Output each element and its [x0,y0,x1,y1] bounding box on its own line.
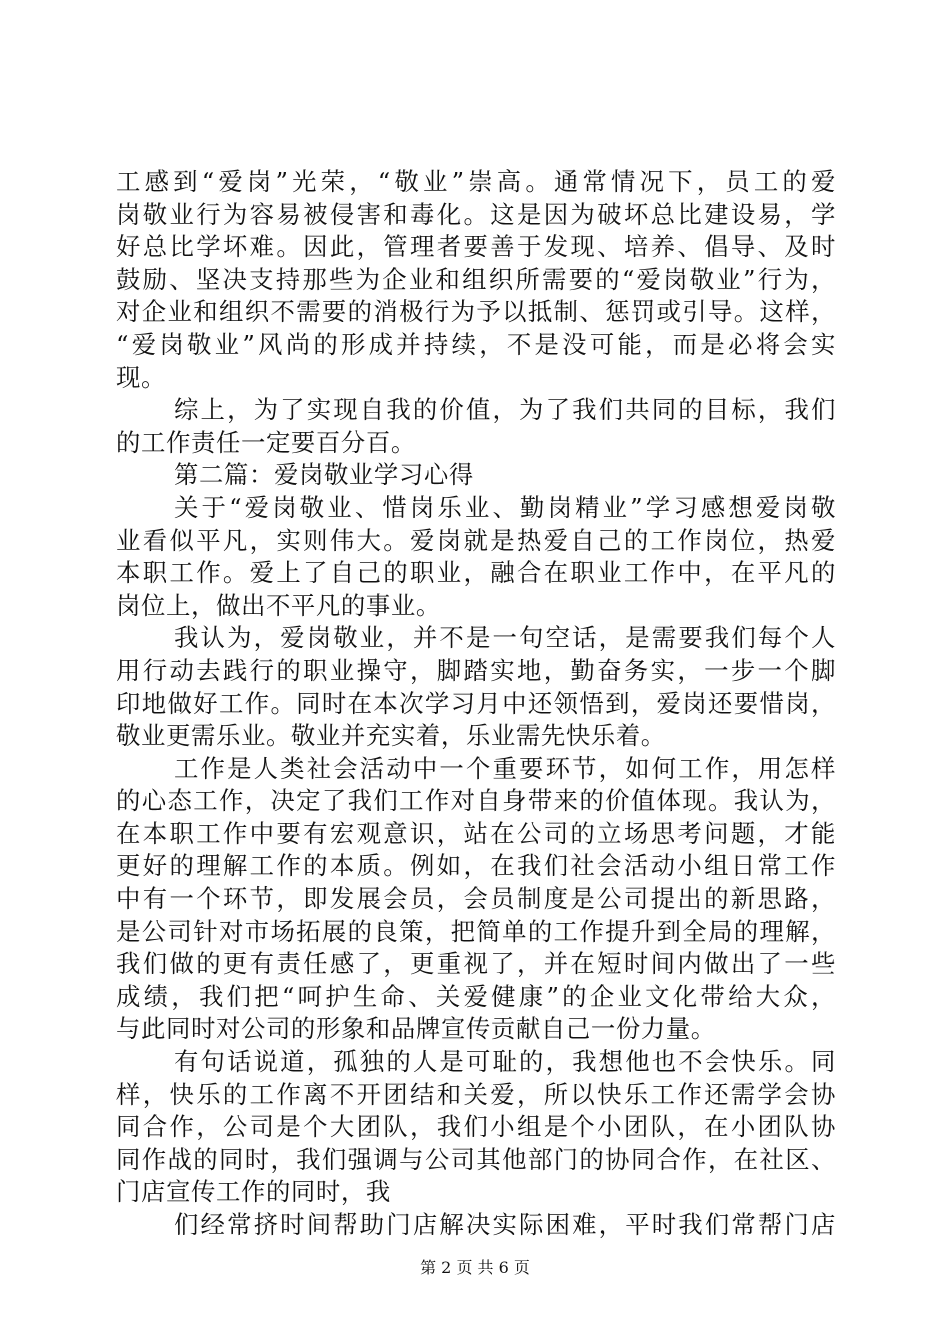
text-line: 门店宣传工作的同时，我 [116,1177,391,1207]
text-line: 我认为，爱岗敬业，并不是一句空话，是需要我们每个人 [174,623,836,653]
text-line: 综上，为了实现自我的价值，为了我们共同的目标，我们 [174,395,836,425]
text-line: 岗位上，做出不平凡的事业。 [116,590,441,620]
text-line: 敬业更需乐业。敬业并充实着，乐业需先快乐着。 [116,721,666,751]
text-line: 成绩，我们把“呵护生命、关爱健康”的企业文化带给大众， [116,981,836,1011]
text-line: 对企业和组织不需要的消极行为予以抵制、惩罚或引导。这样， [116,297,836,327]
text-line: 好总比学坏难。因此，管理者要善于发现、培养、倡导、及时 [116,232,836,262]
text-line: 鼓励、坚决支持那些为企业和组织所需要的“爱岗敬业”行为， [116,264,836,294]
text-line: 的心态工作，决定了我们工作对自身带来的价值体现。我认为， [116,786,836,816]
page-footer: 第 2 页 共 6 页 [420,1258,530,1277]
text-line: 本职工作。爱上了自己的职业，融合在职业工作中，在平凡的 [116,558,836,588]
text-line: 们经常挤时间帮助门店解决实际困难，平时我们常帮门店 [174,1210,836,1239]
text-line: 用行动去践行的职业操守，脚踏实地，勤奋务实，一步一个脚 [116,655,836,685]
text-line: 印地做好工作。同时在本次学习月中还领悟到，爱岗还要惜岗， [116,688,836,718]
text-line: 工感到“爱岗”光荣，“敬业”崇高。通常情况下，员工的爱 [116,167,836,196]
text-line: 现。 [116,362,166,392]
text-line: “爱岗敬业”风尚的形成并持续，不是没可能，而是必将会实 [116,329,836,359]
text-line: 同作战的同时，我们强调与公司其他部门的协同合作，在社区、 [116,1144,836,1174]
text-line: 我们做的更有责任感了，更重视了，并在短时间内做出了一些 [116,949,836,979]
text-line: 是公司针对市场拓展的良策，把简单的工作提升到全局的理解， [116,916,836,946]
text-line: 同合作，公司是个大团队，我们小组是个小团队，在小团队协 [116,1112,836,1142]
text-line: 第二篇：爱岗敬业学习心得 [174,460,474,490]
text-line: 与此同时对公司的形象和品牌宣传贡献自己一份力量。 [116,1014,716,1044]
text-line: 工作是人类社会活动中一个重要环节，如何工作，用怎样 [174,753,836,783]
text-line: 岗敬业行为容易被侵害和毒化。这是因为破坏总比建设易，学 [116,199,836,229]
text-line: 有句话说道，孤独的人是可耻的，我想他也不会快乐。同 [174,1047,836,1077]
text-line: 更好的理解工作的本质。例如，在我们社会活动小组日常工作 [116,851,836,881]
document-body [116,166,836,1242]
text-line: 的工作责任一定要百分百。 [116,427,416,457]
text-line: 业看似平凡，实则伟大。爱岗就是热爱自己的工作岗位，热爱 [116,525,836,555]
text-line: 中有一个环节，即发展会员，会员制度是公司提出的新思路， [116,884,836,914]
text-line: 在本职工作中要有宏观意识，站在公司的立场思考问题，才能 [116,818,836,848]
text-line: 样，快乐的工作离不开团结和关爱，所以快乐工作还需学会协 [116,1079,836,1109]
text-line: 关于“爱岗敬业、惜岗乐业、勤岗精业”学习感想爱岗敬 [174,492,836,522]
